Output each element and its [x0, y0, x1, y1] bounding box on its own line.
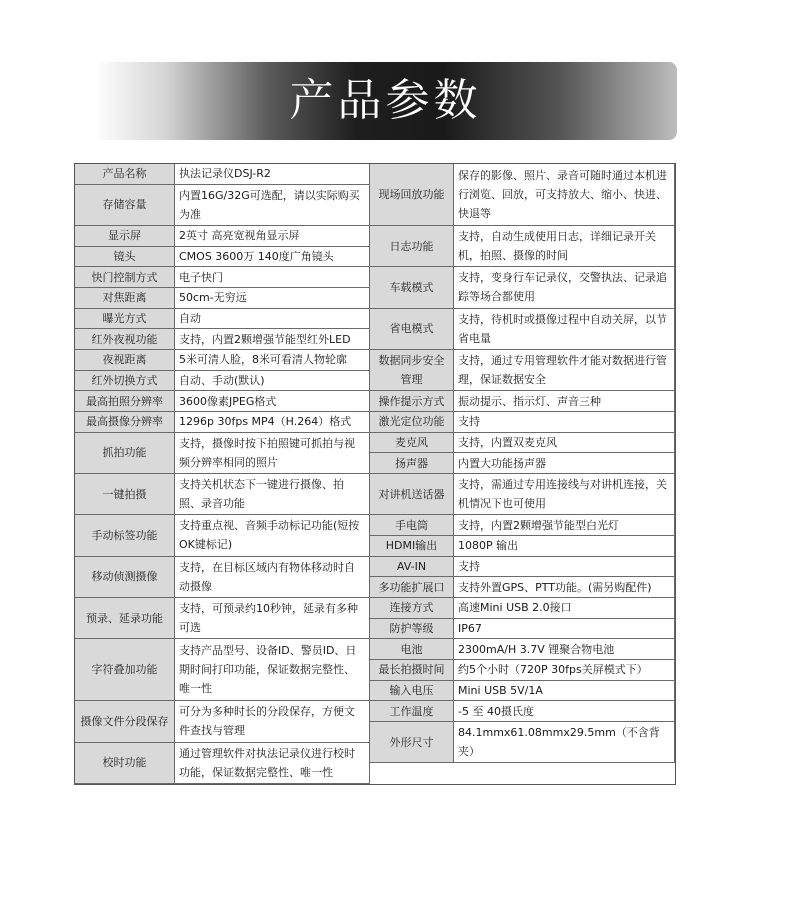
left-spec-label: 抓拍功能 — [75, 433, 175, 474]
right-spec-value: 支持 — [454, 557, 675, 578]
spec-left-column — [75, 164, 370, 784]
left-spec-label: 红外夜视功能 — [75, 329, 175, 350]
right-spec-value: 1080P 输出 — [454, 536, 675, 557]
right-spec-label: AV-IN — [370, 557, 454, 578]
right-spec-label: 电池 — [370, 639, 454, 660]
left-spec-label: 曝光方式 — [75, 309, 175, 330]
right-spec-label: 多功能扩展口 — [370, 577, 454, 598]
right-spec-label: 数据同步安全管理 — [370, 350, 454, 391]
left-spec-label: 一键拍摄 — [75, 474, 175, 515]
right-spec-label: 输入电压 — [370, 681, 454, 702]
right-spec-label: 省电模式 — [370, 309, 454, 350]
right-spec-value: 支持外置GPS、PTT功能。(需另购配件) — [454, 577, 675, 598]
left-spec-value: 支持，内置2颗增强节能型红外LED — [175, 329, 370, 350]
right-spec-value: 2300mA/H 3.7V 锂聚合物电池 — [454, 639, 675, 660]
left-spec-label: 校时功能 — [75, 743, 175, 784]
right-spec-label: 操作提示方式 — [370, 391, 454, 412]
left-spec-value: 内置16G/32G可选配，请以实际购买为准 — [175, 185, 370, 226]
left-spec-value: 电子快门 — [175, 267, 370, 288]
right-spec-label: 车载模式 — [370, 267, 454, 308]
right-spec-value: 支持，内置2颗增强节能型白光灯 — [454, 515, 675, 536]
right-spec-label: 工作温度 — [370, 701, 454, 722]
spec-table — [74, 163, 676, 785]
right-spec-label: 外形尺寸 — [370, 722, 454, 763]
right-spec-value: 约5个小时（720P 30fps关屏模式下） — [454, 660, 675, 681]
left-spec-label: 手动标签功能 — [75, 515, 175, 556]
spec-right-column — [370, 164, 675, 784]
left-spec-label: 字符叠加功能 — [75, 639, 175, 701]
left-spec-value: 5米可清人脸，8米可看清人物轮廓 — [175, 350, 370, 371]
right-spec-value: IP67 — [454, 619, 675, 640]
right-spec-value: 内置大功能扬声器 — [454, 453, 675, 474]
title-banner — [94, 62, 677, 140]
right-spec-value: 保存的影像、照片、录音可随时通过本机进行浏览、回放，可支持放大、缩小、快进、快退等 — [454, 164, 675, 226]
right-spec-value: 支持，内置双麦克风 — [454, 433, 675, 454]
left-spec-label: 存储容量 — [75, 185, 175, 226]
right-spec-value: Mini USB 5V/1A — [454, 681, 675, 702]
left-spec-value: 1296p 30fps MP4（H.264）格式 — [175, 412, 370, 433]
left-spec-value: 自动 — [175, 309, 370, 330]
right-spec-value: 84.1mmx61.08mmx29.5mm（不含背夹） — [454, 722, 675, 763]
left-spec-label: 摄像文件分段保存 — [75, 701, 175, 742]
left-spec-label: 显示屏 — [75, 226, 175, 247]
left-spec-value: 支持重点视、音频手动标记功能(短按OK键标记) — [175, 515, 370, 556]
left-spec-value: 自动、手动(默认) — [175, 371, 370, 392]
left-spec-label: 移动侦测摄像 — [75, 557, 175, 598]
left-spec-label: 最高拍照分辨率 — [75, 391, 175, 412]
left-spec-label: 预录、延录功能 — [75, 598, 175, 639]
right-spec-label: HDMI输出 — [370, 536, 454, 557]
right-spec-value: 支持，自动生成使用日志，详细记录开关机，拍照、摄像的时间 — [454, 226, 675, 267]
right-spec-label: 防护等级 — [370, 619, 454, 640]
left-spec-value: 支持，摄像时按下拍照键可抓拍与视频分辨率相同的照片 — [175, 433, 370, 474]
right-spec-value: 支持，变身行车记录仪，交警执法、记录追踪等场合都使用 — [454, 267, 675, 308]
right-spec-label: 对讲机送话器 — [370, 474, 454, 515]
right-spec-value: 振动提示、指示灯、声音三种 — [454, 391, 675, 412]
right-spec-label: 扬声器 — [370, 453, 454, 474]
left-spec-label: 夜视距离 — [75, 350, 175, 371]
left-spec-value: 执法记录仪DSJ-R2 — [175, 164, 370, 185]
right-spec-label: 最长拍摄时间 — [370, 660, 454, 681]
left-spec-label: 对焦距离 — [75, 288, 175, 309]
right-spec-value: -5 至 40摄氏度 — [454, 701, 675, 722]
left-spec-value: 通过管理软件对执法记录仪进行校时功能，保证数据完整性、唯一性 — [175, 743, 370, 784]
right-spec-value: 支持，通过专用管理软件才能对数据进行管理，保证数据安全 — [454, 350, 675, 391]
left-spec-value: CMOS 3600万 140度广角镜头 — [175, 247, 370, 268]
left-spec-value: 3600像素JPEG格式 — [175, 391, 370, 412]
right-spec-label: 连接方式 — [370, 598, 454, 619]
right-spec-label: 日志功能 — [370, 226, 454, 267]
page-title: 产品参数 — [289, 75, 482, 126]
right-spec-label: 现场回放功能 — [370, 164, 454, 226]
right-spec-label: 手电筒 — [370, 515, 454, 536]
left-spec-label: 快门控制方式 — [75, 267, 175, 288]
left-spec-value: 支持关机状态下一键进行摄像、拍照、录音功能 — [175, 474, 370, 515]
left-spec-value: 可分为多种时长的分段保存，方便文件查找与管理 — [175, 701, 370, 742]
left-spec-label: 红外切换方式 — [75, 371, 175, 392]
right-spec-value: 支持，需通过专用连接线与对讲机连接，关机情况下也可使用 — [454, 474, 675, 515]
right-spec-value: 高速Mini USB 2.0接口 — [454, 598, 675, 619]
left-spec-label: 最高摄像分辨率 — [75, 412, 175, 433]
left-spec-label: 镜头 — [75, 247, 175, 268]
right-spec-value: 支持，待机时或摄像过程中自动关屏，以节省电量 — [454, 309, 675, 350]
left-spec-value: 支持，可预录约10秒钟，延录有多种可选 — [175, 598, 370, 639]
left-spec-value: 支持产品型号、设备ID、警员ID、日期时间打印功能，保证数据完整性、唯一性 — [175, 639, 370, 701]
left-spec-value: 支持，在目标区域内有物体移动时自动摄像 — [175, 557, 370, 598]
left-spec-label: 产品名称 — [75, 164, 175, 185]
right-spec-label: 激光定位功能 — [370, 412, 454, 433]
right-spec-value: 支持 — [454, 412, 675, 433]
left-spec-value: 2英寸 高亮宽视角显示屏 — [175, 226, 370, 247]
left-spec-value: 50cm-无穷远 — [175, 288, 370, 309]
right-spec-label: 麦克风 — [370, 433, 454, 454]
